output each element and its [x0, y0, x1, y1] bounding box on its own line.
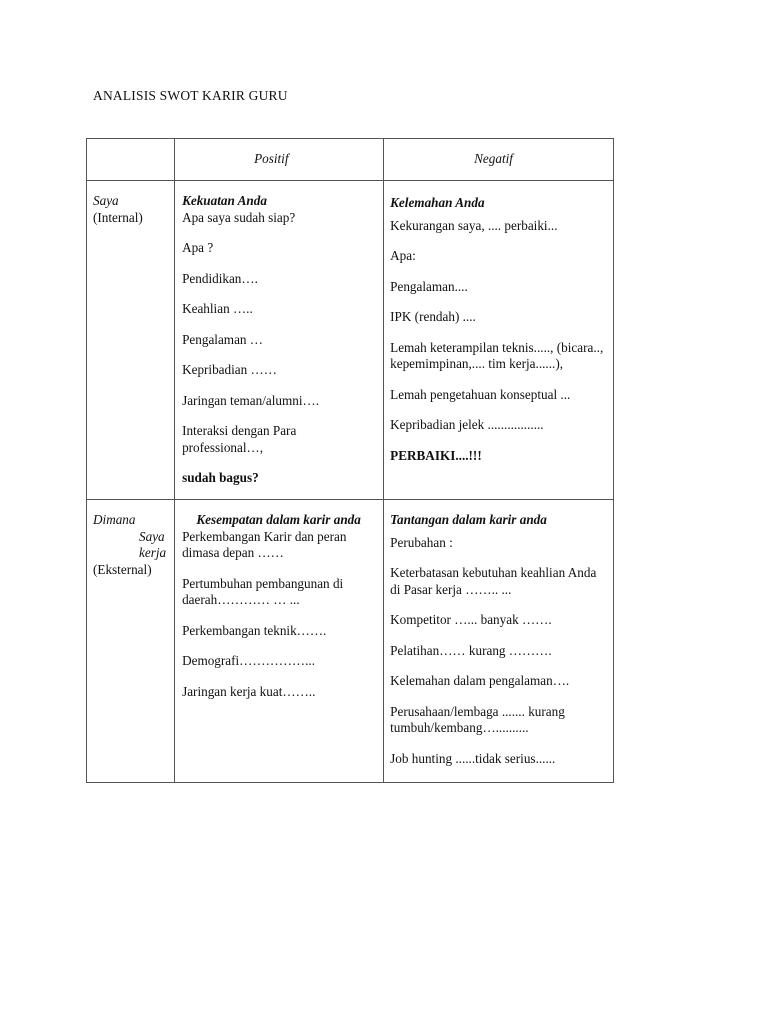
weakness-item: Lemah keterampilan teknis....., (bicara.., kepemimpinan,.... tim kerja......),	[390, 339, 604, 371]
internal-label-cell	[87, 181, 175, 500]
threats-heading: Tantangan dalam karir anda	[390, 512, 547, 527]
header-negatif: Negatif	[384, 139, 614, 181]
opportunities-cell	[175, 500, 384, 783]
weakness-item: IPK (rendah) ....	[390, 309, 476, 324]
weakness-item: Kekurangan saya, .... perbaiki...	[390, 217, 558, 233]
strength-item: Kepribadian ……	[182, 362, 277, 377]
external-label-cell	[87, 500, 175, 783]
threat-item: Kompetitor …... banyak …….	[390, 612, 552, 627]
strength-item: Pengalaman …	[182, 331, 263, 347]
opportunity-item: Perkembangan Karir dan peran dimasa depan ……	[182, 528, 347, 560]
threat-item: Pelatihan…… kurang ……….	[390, 642, 552, 658]
threat-item: Job hunting ......tidak serius......	[390, 750, 556, 766]
strengths-closing: sudah bagus?	[182, 470, 259, 485]
opportunity-item: Perkembangan teknik…….	[182, 622, 327, 638]
weakness-item: Lemah pengetahuan konseptual ...	[390, 386, 571, 402]
external-label-kerja: kerja	[139, 545, 167, 560]
threat-item: Kelemahan dalam pengalaman….	[390, 673, 570, 688]
weaknesses-cell	[384, 181, 614, 500]
opportunity-item: Jaringan kerja kuat……..	[182, 683, 316, 699]
weakness-item: Apa:	[390, 248, 416, 263]
opportunities-heading: Kesempatan dalam karir anda	[196, 512, 361, 527]
strength-item: Apa saya sudah siap?	[182, 209, 296, 225]
internal-label-saya: Saya	[93, 193, 119, 208]
swot-table	[86, 138, 614, 783]
strength-item: Apa ?	[182, 240, 214, 255]
external-label-dimana: Dimana	[93, 512, 136, 527]
document-title: ANALISIS SWOT KARIR GURU	[93, 88, 288, 103]
external-row	[87, 500, 614, 783]
external-label-saya: Saya	[139, 528, 165, 544]
empty-corner-cell	[87, 139, 175, 181]
strength-item: Interaksi dengan Para professional…,	[182, 423, 297, 455]
strength-item: Jaringan teman/alumni….	[182, 392, 320, 408]
strengths-heading: Kekuatan Anda	[182, 193, 267, 208]
weakness-item: Kepribadian jelek .................	[390, 417, 544, 432]
internal-label: (Internal)	[93, 209, 143, 225]
weaknesses-heading: Kelemahan Anda	[390, 195, 485, 210]
strength-item: Pendidikan….	[182, 270, 258, 286]
strength-item: Keahlian …..	[182, 301, 253, 316]
external-label: (Eksternal)	[93, 561, 152, 577]
threat-item: Keterbatasan kebutuhan keahlian Anda di Pasar kerja …….. ...	[390, 565, 597, 597]
strengths-cell	[175, 181, 384, 500]
opportunity-item: Demografi……………...	[182, 653, 316, 668]
threats-cell	[384, 500, 614, 783]
opportunity-item: Pertumbuhan pembangunan di daerah………… … ...	[182, 575, 344, 607]
threat-item: Perusahaan/lembaga ....... kurang tumbuh/kembang…..........	[390, 703, 565, 735]
weaknesses-closing: PERBAIKI....!!!	[390, 447, 482, 463]
internal-row	[87, 181, 614, 500]
weakness-item: Pengalaman....	[390, 278, 468, 294]
header-row	[87, 139, 614, 181]
header-positif: Positif	[175, 139, 384, 181]
threat-item: Perubahan :	[390, 534, 453, 550]
